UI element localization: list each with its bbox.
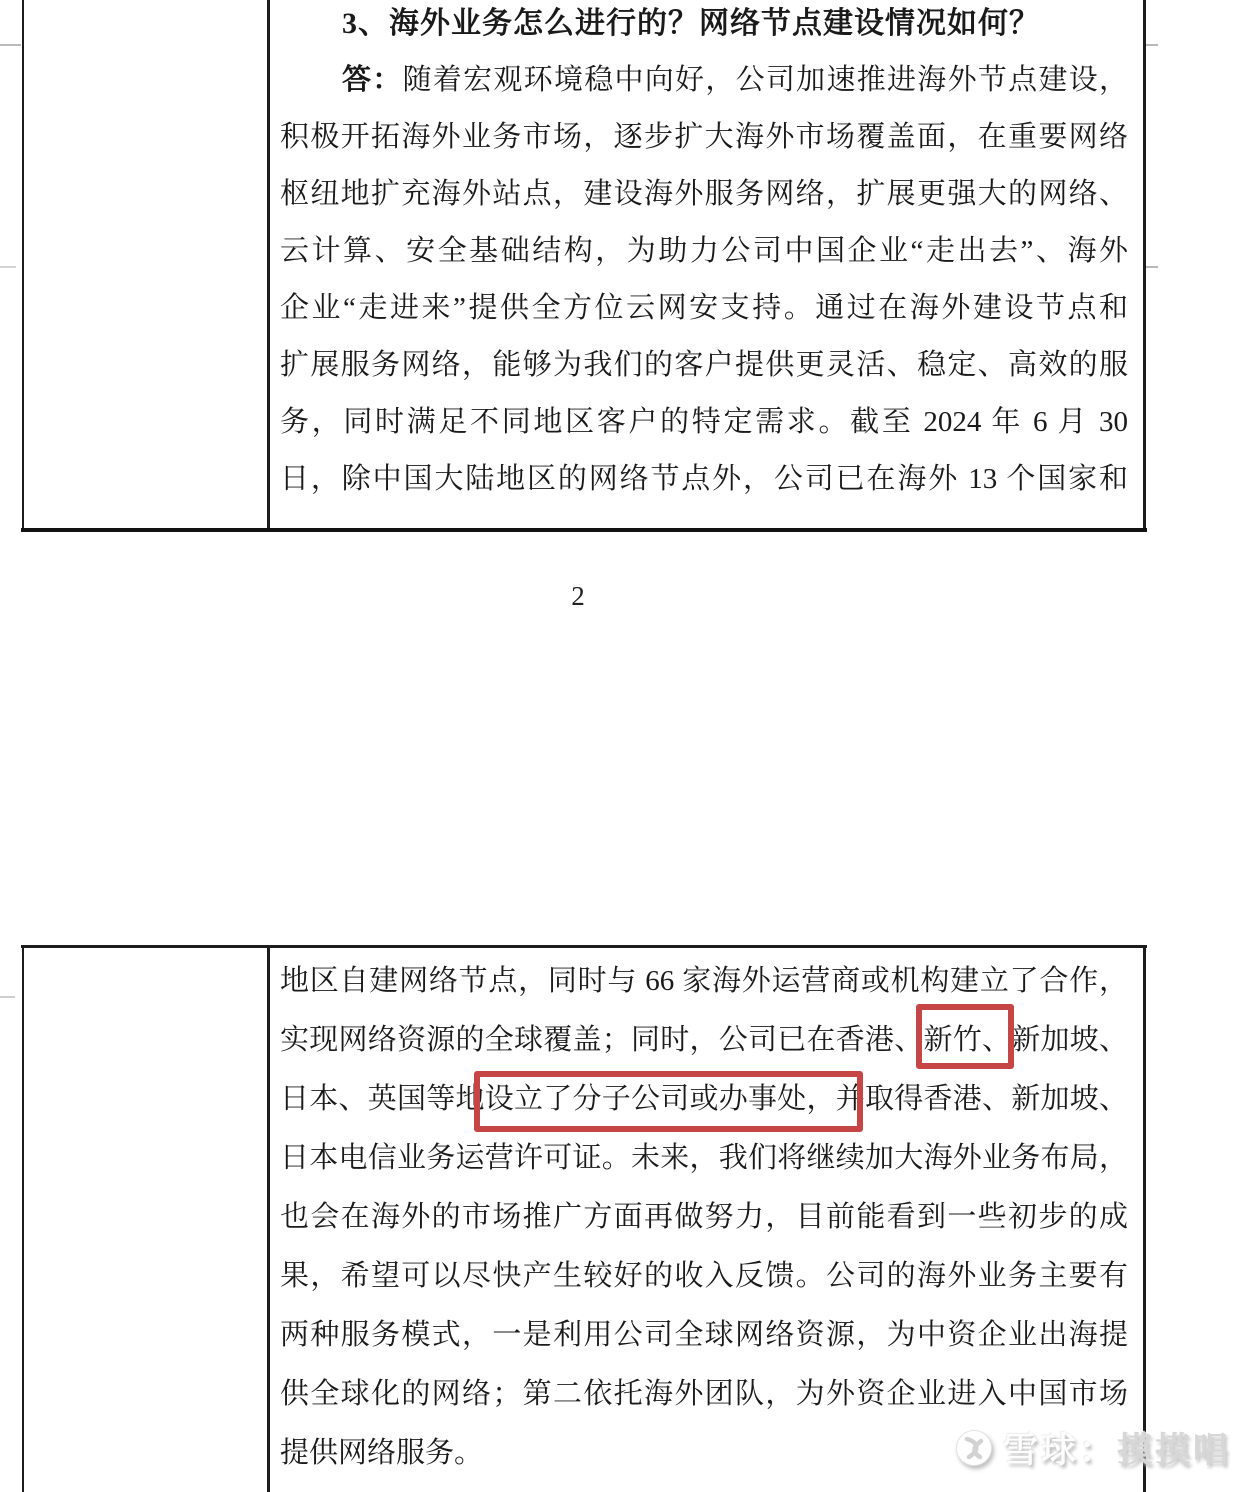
watermark-username: 摸摸唱	[1117, 1431, 1232, 1470]
highlight-box-subsidiaries	[474, 1071, 863, 1132]
text-line: 扩展服务网络，能够为我们的客户提供更灵活、稳定、高效的服	[280, 349, 1128, 381]
text-line: 务，同时满足不同地区客户的特定需求。截至 2024 年 6 月 30	[280, 406, 1128, 438]
scan-artifact-tick	[0, 996, 15, 998]
text-line: 日本、英国等地设立了分子公司或办事处，并取得香港、新加坡、	[280, 1083, 1128, 1115]
scan-artifact-tick	[0, 44, 21, 46]
answer-line-text: 随着宏观环境稳中向好，公司加速推进海外节点建设，	[402, 64, 1128, 96]
question-title: 3、海外业务怎么进行的？网络节点建设情况如何？	[342, 7, 1040, 40]
text-line: 云计算、安全基础结构，为助力公司中国企业“走出去”、海外	[280, 235, 1128, 267]
text-line: 积极开拓海外业务市场，逐步扩大海外市场覆盖面，在重要网络	[280, 121, 1128, 153]
table1-right-border	[1143, 0, 1146, 530]
text-line: 日，除中国大陆地区的网络节点外，公司已在海外 13 个国家和	[280, 463, 1128, 495]
xueqiu-logo-icon	[954, 1428, 994, 1468]
table2-top-border	[21, 945, 1147, 948]
highlight-box-xinzhu	[916, 1004, 1014, 1069]
text-line: 地区自建网络节点，同时与 66 家海外运营商或机构建立了合作，	[280, 965, 1128, 997]
watermark-colon: ：	[1079, 1431, 1118, 1470]
watermark-brand: 雪球	[1003, 1431, 1080, 1470]
scan-artifact-tick	[1146, 266, 1158, 268]
table2-left-border	[22, 945, 24, 1492]
text-line: 日本电信业务运营许可证。未来，我们将继续加大海外业务布局，	[280, 1142, 1128, 1174]
answer-label: 答：	[342, 64, 403, 96]
text-line: 企业“走进来”提供全方位云网安支持。通过在海外建设节点和	[280, 292, 1128, 324]
section1-answer-cell	[280, 0, 1128, 508]
text-line: 实现网络资源的全球覆盖；同时，公司已在香港、新竹、新加坡、	[280, 1024, 1128, 1056]
text-line: 也会在海外的市场推广方面再做努力，目前能看到一些初步的成	[280, 1201, 1128, 1233]
text-line: 提供网络服务。	[280, 1437, 484, 1469]
scan-artifact-tick	[0, 266, 16, 268]
table2-column-divider	[267, 945, 270, 1492]
table2-right-border	[1143, 945, 1146, 1492]
page-number: 2	[571, 581, 585, 611]
text-line: 两种服务模式，一是利用公司全球网络资源，为中资企业出海提	[280, 1319, 1128, 1351]
table1-left-border	[22, 0, 24, 530]
answer-first-line	[280, 52, 1128, 109]
text-line: 果，希望可以尽快产生较好的收入反馈。公司的海外业务主要有	[280, 1260, 1128, 1292]
scan-artifact-tick	[1146, 44, 1158, 46]
table1-bottom-border	[21, 528, 1147, 532]
table1-column-divider	[267, 0, 270, 530]
text-line: 供全球化的网络；第二依托海外团队，为外资企业进入中国市场	[280, 1378, 1128, 1410]
text-line: 枢纽地扩充海外站点，建设海外服务网络，扩展更强大的网络、	[280, 178, 1128, 210]
xueqiu-watermark	[954, 1422, 1231, 1474]
